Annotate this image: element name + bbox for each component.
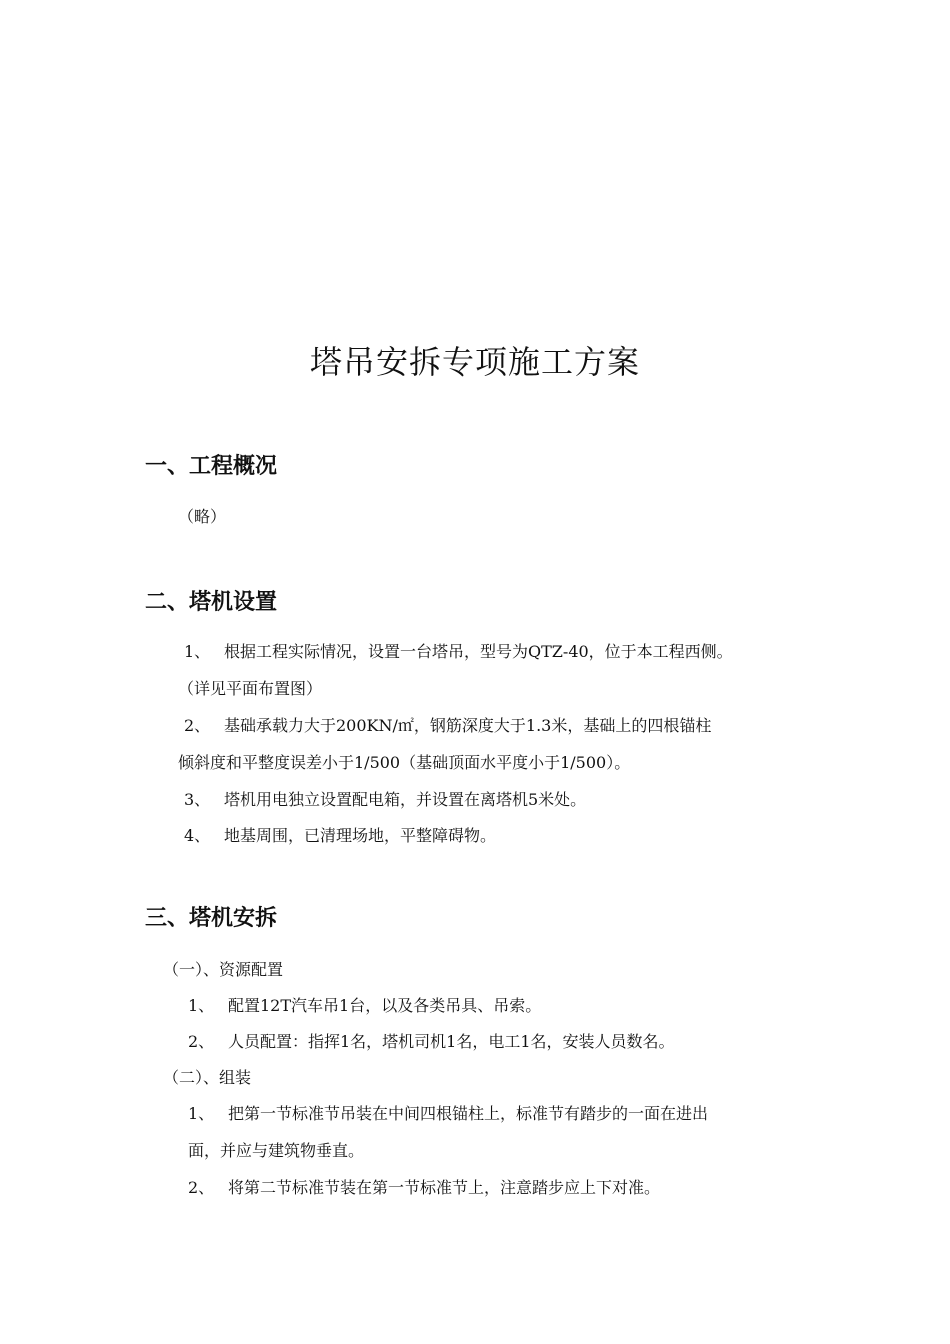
list-item — [184, 714, 711, 738]
item-text: 把第一节标准节吊装在中间四根锚柱上，标准节有踏步的一面在进出 — [228, 1104, 709, 1123]
list-item — [188, 994, 541, 1018]
section-heading-crane-setup: 二、塔机设置 — [145, 590, 278, 615]
item-text: 地基周围，已清理场地，平整障碍物。 — [224, 826, 497, 845]
list-item — [184, 824, 496, 848]
overview-text: （略） — [178, 507, 227, 526]
item-continuation: 倾斜度和平整度误差小于1/500（基础顶面水平度小于1/500）。 — [178, 753, 631, 772]
subheading-assembly: （二）、组装 — [163, 1068, 252, 1087]
item-text: 将第二节标准节装在第一节标准节上，注意踏步应上下对准。 — [228, 1178, 661, 1197]
item-text: 配置12T汽车吊1台，以及各类吊具、吊索。 — [228, 996, 542, 1015]
list-item — [188, 1102, 708, 1126]
item-continuation: 面，并应与建筑物垂直。 — [188, 1141, 365, 1160]
item-text: 根据工程实际情况，设置一台塔吊，型号为QTZ-40，位于本工程西侧。 — [224, 642, 733, 661]
item-number: 4、 — [184, 826, 211, 845]
item-number: 1、 — [188, 1104, 215, 1123]
item-continuation: （详见平面布置图） — [178, 679, 323, 698]
item-number: 2、 — [188, 1032, 215, 1051]
item-text: 人员配置：指挥1名，塔机司机1名，电工1名，安装人员数名。 — [228, 1032, 675, 1051]
section-heading-overview: 一、工程概况 — [145, 454, 278, 479]
item-number: 2、 — [184, 716, 211, 735]
item-number: 2、 — [188, 1178, 215, 1197]
list-item — [184, 788, 586, 812]
item-text: 基础承载力大于200KN/㎡，钢筋深度大于1.3米，基础上的四根锚柱 — [224, 716, 712, 735]
list-item — [188, 1030, 675, 1054]
list-item — [184, 640, 733, 664]
item-number: 1、 — [184, 642, 211, 661]
document-title: 塔吊安拆专项施工方案 — [309, 343, 640, 381]
list-item — [188, 1176, 660, 1200]
item-text: 塔机用电独立设置配电箱，并设置在离塔机5米处。 — [224, 790, 587, 809]
subheading-resources: （一）、资源配置 — [163, 960, 284, 979]
item-number: 1、 — [188, 996, 215, 1015]
item-number: 3、 — [184, 790, 211, 809]
section-heading-install-remove: 三、塔机安拆 — [145, 906, 278, 931]
